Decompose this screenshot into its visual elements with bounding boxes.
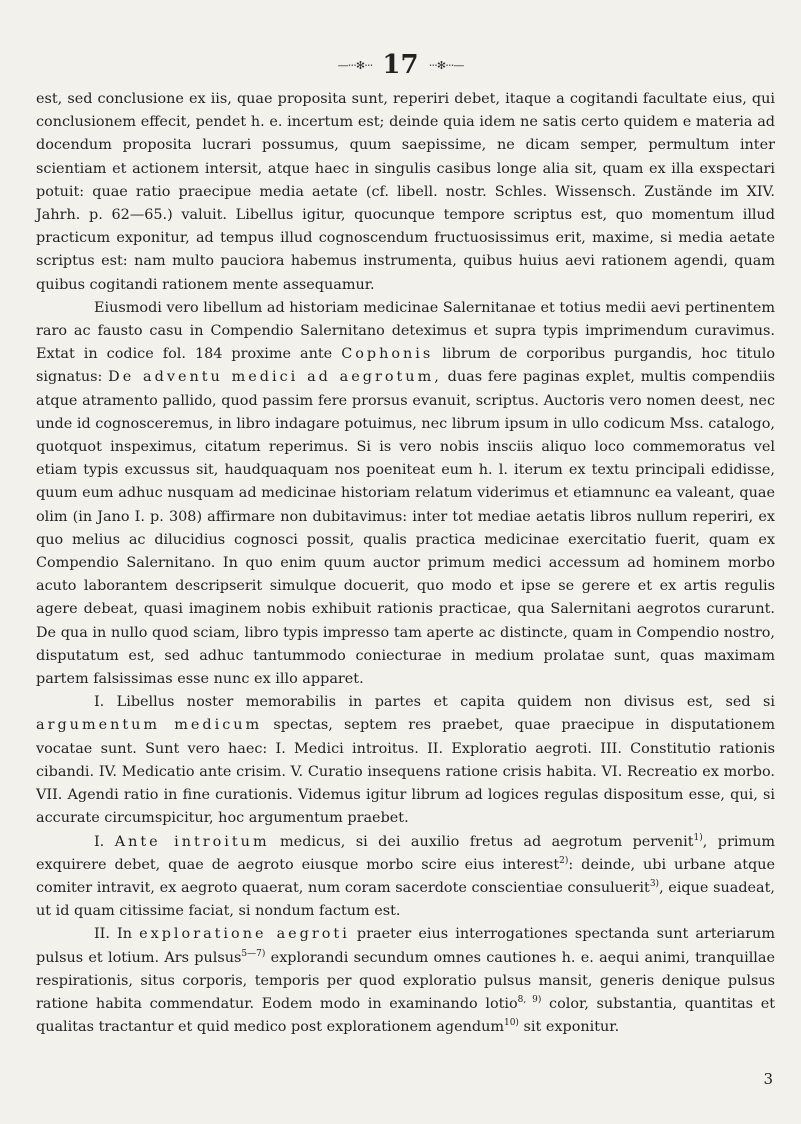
paragraph-4	[36, 831, 775, 924]
paragraph-5	[36, 923, 775, 1039]
page-header	[0, 50, 801, 80]
signature-mark: 3	[763, 1070, 773, 1088]
p5-text-d: explorandi secundum omnes cautiones h. e. aequi animi, tranquillae respirationis, situs corporis, temporis per quod exploratio pulsus mansit, generis denique pulsus ratione habita commendatur. Eodem modo in examinando lotio	[36, 949, 775, 1012]
footnote-ref-1: 1)	[693, 832, 703, 843]
footnote-ref-8-9: 8, 9)	[517, 994, 542, 1005]
footnote-ref-10: 10)	[503, 1018, 519, 1029]
p5-text-f: sit exponitur.	[523, 1019, 620, 1036]
page-number: 17	[382, 50, 419, 80]
footnote-ref-5-7: 5—7)	[241, 948, 266, 959]
p2-title: De adventu medici ad aegrotum,	[108, 369, 442, 386]
p3-argumentum-medicum: argumentum medicum	[36, 717, 263, 734]
footnote-ref-3: 3)	[649, 878, 660, 889]
paragraph-2	[36, 297, 775, 691]
p4-text-c: medicus, si dei auxilio fretus ad aegrotum pervenit	[280, 833, 694, 850]
p5-text-e: color, substantia, quantitas et qualitas tractantur et quid medico post explorationem agendum	[36, 995, 775, 1036]
p4-text-e: : deinde, ubi urbane atque comiter intravit, ex aegroto quaerat, num coram sacerdote conscientiae consuluerit	[36, 856, 776, 896]
p3-text-a: I. Libellus noster memorabilis in partes et capita quidem non divisus est, sed si	[94, 694, 775, 711]
p5-text-c: praeter eius interrogationes spectanda sunt arteriarum pulsus et lotium. Ars pulsus	[36, 926, 775, 966]
p5-exploratione-aegroti: exploratione aegroti	[139, 926, 350, 943]
paragraph-3	[36, 691, 775, 830]
p2-text-c: librum de corporibus purgandis, hoc titulo signatus:	[36, 346, 775, 386]
p2-text-e: duas fere paginas explet, multis compendiis atque atramento pallido, quod passim fere prorsus evanuit, scriptus. Auctoris vero nomen deest, nec unde id cognosceremus, in libro indagare potuimus, nec librum ipsum in ullo codicum Mss. catalogo, quotquot inspeximus, citatum reperimus. Si is vero nobis insciis aliquo loco commemoratus vel etiam typis excussus sit, haudquaquam nos poeniteat eum h. l. iterum ex textu principali edidisse, quum eum adhuc nusquam ad medicinae historiam relatum viderimus et etiamnunc ea valeant, quae olim (in Jano I. p. 308) affirmare non dubitavimus: inter tot mediae aetatis libros nullum reperiri, ex quo melius ac dilucidius cognosci possit, qualis practica medicinae exercitatio fuerit, quam ex Compendio Salernitano. In quo enim quum auctor primum medici accessum ad hominem morbo acuto laborantem descripserit simulque docuerit, quo modo et ipse se gerere et ex artis regulis agere debeat, quasi imaginem nobis exhibuit rationis practicae, qua Salernitani aegrotos curarunt. De qua in nullo quod sciam, libro typis impresso tam aperte ac distincte, quam in Compendio nostro, disputatum est, sed adhuc tantummodo coniecturae in medium prolatae sunt, quas maximam partem falsissimas esse nunc ex illo apparet.	[36, 369, 776, 688]
paragraph-1: est, sed conclusione ex iis, quae proposita sunt, reperiri debet, itaque a cogitandi facultate eius, qui conclusionem effecit, pendet h. e. incertum est; deinde quia idem ne satis certo quidem e materia ad docendum proposita lucrari possumus, quum saepissime, ne dicam semper, permultum inter scientiam et actionem intersit, atque haec in singulis casibus longe alia sit, quam ex illa exspectari potuit: quae ratio praecipue media aetate (cf. libell. nostr. Schles. Wissensch. Zustände im XIV. Jahrh. p. 62—65.) valuit. Libellus igitur, quocunque tempore scriptus est, quo momentum illud practicum exponitur, ad tempus illud cognoscendum fructuosissimus erit, maxime, si media aetate scriptus est: nam multo pauciora habemus instrumenta, quibus huius aevi rationem agendi, quam quibus cogitandi rationem mente assequamur.	[36, 91, 775, 293]
body-text	[36, 88, 775, 1039]
p2-author-cophonis: Cophonis	[341, 346, 434, 363]
ornament-right: ⋅⋅⋅✻⋅⋅⋅—	[428, 58, 464, 72]
p2-text-a: Eiusmodi vero libellum ad historiam medicinae Salernitanae et totius medii aevi pertinentem raro ac fausto casu in Compendio Salernitano deteximus et supra typis imprimendum curavimus. Extat in codice fol. 184 proxime ante	[36, 299, 775, 363]
p4-numeral: I.	[94, 833, 105, 850]
ornament-left: —⋅⋅⋅✻⋅⋅⋅	[337, 58, 373, 72]
p4-text-f: , eique suadeat, ut id quam citissime faciat, si nondum factum est.	[36, 879, 775, 920]
p4-text-d: , primum exquirere debet, quae de aegroto eiusque morbo scire eius interest	[36, 833, 775, 873]
p5-text-a: II. In	[94, 926, 132, 943]
p4-ante-introitum: Ante introitum	[114, 833, 270, 850]
footnote-ref-2: 2)	[559, 855, 569, 866]
p3-text-c: spectas, septem res praebet, quae praecipue in disputationem vocatae sunt. Sunt vero haec: I. Medici introitus. II. Exploratio aegroti. III. Constitutio rationis cibandi. IV. Medicatio ante crisim. V. Curatio insequens ratione crisis habita. VI. Recreatio ex morbo. VII. Agendi ratio in fine curationis. Videmus igitur librum ad logices regulas dispositum esse, qui, si accurate circumspicitur, hoc argumentum praebet.	[36, 717, 775, 827]
